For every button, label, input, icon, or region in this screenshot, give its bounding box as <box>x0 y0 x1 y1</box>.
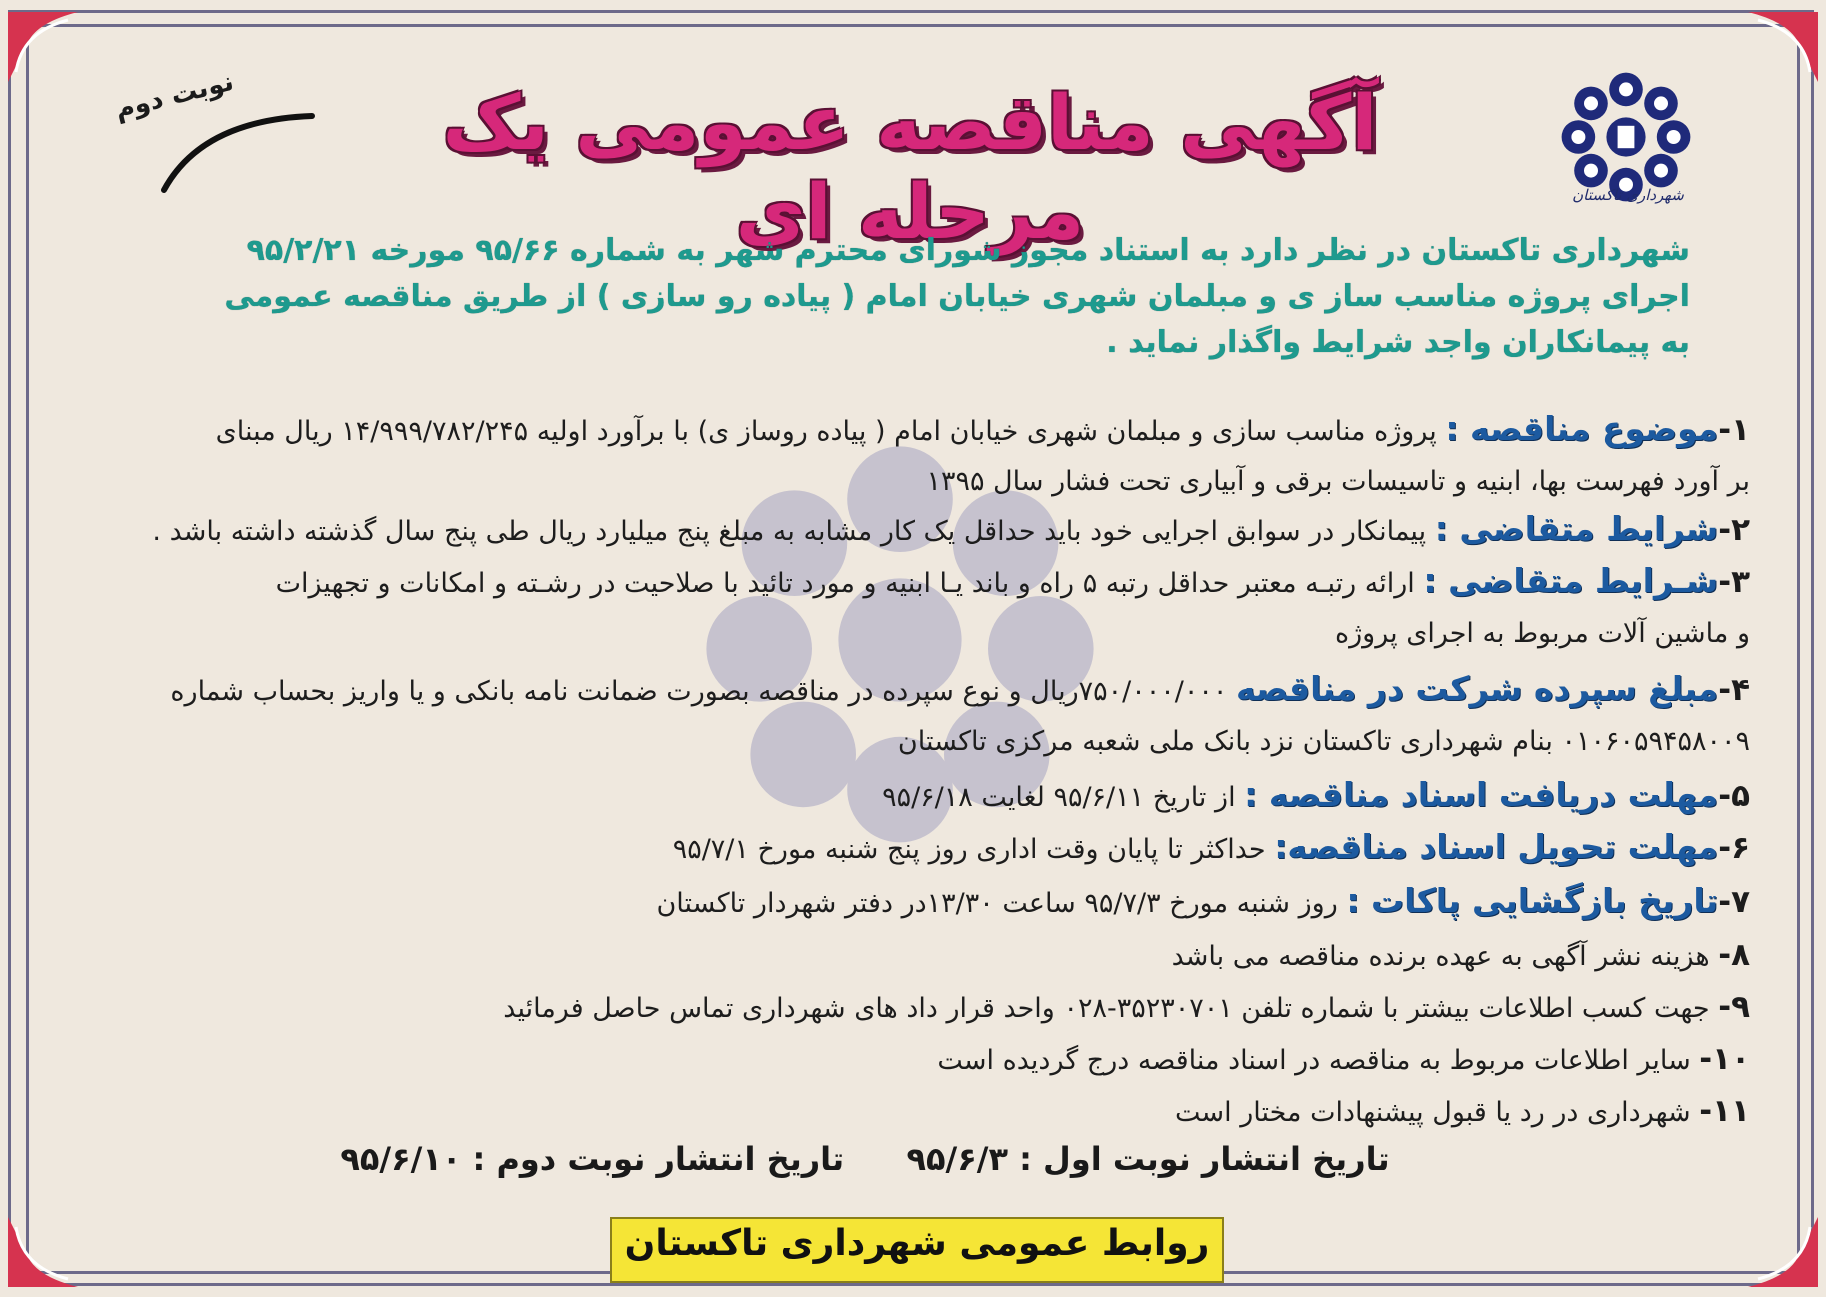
clause-rights <box>60 1086 1750 1138</box>
clause-number: ۱۱- <box>1699 1093 1750 1129</box>
footer-signature: روابط عمومی شهرداری تاکستان <box>624 1223 1210 1264</box>
intro-paragraph <box>120 228 1690 366</box>
corner-ornament-icon <box>8 1217 78 1287</box>
clause-number: ۱۰- <box>1699 1041 1750 1077</box>
clause-body: روز شنبه مورخ ۹۵/۷/۳ ساعت ۱۳/۳۰در دفتر شهردار تاکستان <box>656 888 1338 919</box>
round-label: نوبت دوم <box>112 66 237 126</box>
clause-number: ۹- <box>1718 989 1750 1025</box>
clause-body: جهت کسب اطلاعات بیشتر با شماره تلفن ۳۵۲۳۰۷۰۱-۰۲۸ واحد قرار داد های شهرداری تماس حاصل فرمائید <box>503 993 1710 1024</box>
clause-body: ارائه رتبـه معتبر حداقل رتبه ۵ راه و باند یـا ابنیه و مورد تائید با صلاحیت در رشـته و امکانات و تجهیزات <box>275 568 1415 599</box>
clause-body: ۷۵۰/۰۰۰/۰۰۰ریال و نوع سپرده در مناقصه بصورت ضمانت نامه بانکی و یا واریز بحساب شماره <box>170 676 1228 707</box>
clause-body: سایر اطلاعات مربوط به مناقصه در اسناد مناقصه درج گردیده است <box>937 1045 1691 1076</box>
clause-contact <box>60 982 1750 1034</box>
clause-number: ۵- <box>1718 778 1750 814</box>
logo-caption: شهرداری تاکستان <box>1572 186 1684 204</box>
clause-opening-date <box>60 876 1750 929</box>
clause-number: ۷- <box>1718 884 1750 920</box>
clause-document-delivery <box>60 822 1750 875</box>
clause-body: حداکثر تا پایان وقت اداری روز پنج شنبه مورخ ۹۵/۷/۱ <box>672 834 1266 865</box>
clause-body: پیمانکار در سوابق اجرایی خود باید حداقل یک کار مشابه به مبلغ پنج میلیارد ریال طی پنج سال گذشته داشته باشد . <box>152 516 1427 547</box>
clause-label: موضوع مناقصه : <box>1445 409 1719 448</box>
clause-body: ۰۱۰۶۰۵۹۴۵۸۰۰۹ بنام شهرداری تاکستان نزد بانک ملی شعبه مرکزی تاکستان <box>897 726 1750 757</box>
corner-ornament-icon <box>1748 12 1818 82</box>
clause-number: ۲- <box>1718 512 1750 548</box>
clause-label: مهلت تحویل اسناد مناقصه: <box>1274 827 1719 866</box>
intro-line: اجرای پروژه مناسب ساز ی و مبلمان شهری خیابان امام ( پیاده رو سازی ) از طریق مناقصه عمومی <box>224 279 1690 314</box>
clause-body: و ماشین آلات مربوط به اجرای پروژه <box>1334 618 1750 649</box>
clause-body: شهرداری در رد یا قبول پیشنهادات مختار است <box>1175 1097 1691 1128</box>
clause-applicant-rating <box>60 556 1750 659</box>
clause-subject <box>60 404 1750 507</box>
clause-number: ۱- <box>1718 412 1750 448</box>
clause-deposit <box>60 664 1750 767</box>
clause-body: از تاریخ ۹۵/۶/۱۱ لغایت ۹۵/۶/۱۸ <box>882 782 1236 813</box>
clause-label: شرایط متقاضی : <box>1434 509 1719 548</box>
clause-applicant-conditions <box>60 504 1750 557</box>
clause-body: بر آورد فهرست بها، ابنیه و تاسیسات برقی و آبیاری تحت فشار سال ۱۳۹۵ <box>926 466 1750 497</box>
clause-number: ۳- <box>1718 564 1750 600</box>
clause-other-info <box>60 1034 1750 1086</box>
first-publication-date: تاریخ انتشار نوبت اول : ۹۵/۶/۳ <box>906 1140 1390 1178</box>
clause-number: ۶- <box>1718 830 1750 866</box>
clause-body: پروژه مناسب سازی و مبلمان شهری خیابان امام ( پیاده روساز ی) با برآورد اولیه ۱۴/۹۹۹/۷۸۲/۲۴۵ ریال مبنای <box>215 416 1437 447</box>
corner-ornament-icon <box>1748 1217 1818 1287</box>
clause-label: مبلغ سپرده شرکت در مناقصه <box>1235 669 1719 708</box>
intro-line: به پیمانکاران واجد شرایط واگذار نماید . <box>1106 325 1690 360</box>
publication-dates <box>300 1140 1430 1178</box>
corner-ornament-icon <box>8 12 78 82</box>
clause-body: هزینه نشر آگهی به عهده برنده مناقصه می باشد <box>1171 941 1710 972</box>
clause-number: ۴- <box>1718 672 1750 708</box>
intro-line: شهرداری تاکستان در نظر دارد به استناد مجوز شورای محترم شهر به شماره ۹۵/۶۶ مورخه ۹۵/۲/۲۱ <box>246 233 1690 268</box>
clause-document-receipt <box>60 770 1750 823</box>
clause-ad-cost <box>60 930 1750 982</box>
clause-label: شـرایط متقاضی : <box>1423 561 1719 600</box>
clause-label: تاریخ بازگشایی پاکات : <box>1346 881 1719 920</box>
page-title: آگهی مناقصه عمومی یک مرحله ای <box>442 78 1378 256</box>
clause-number: ۸- <box>1718 937 1750 973</box>
second-publication-date: تاریخ انتشار نوبت دوم : ۹۵/۶/۱۰ <box>340 1140 845 1178</box>
clause-label: مهلت دریافت اسناد مناقصه : <box>1244 775 1719 814</box>
